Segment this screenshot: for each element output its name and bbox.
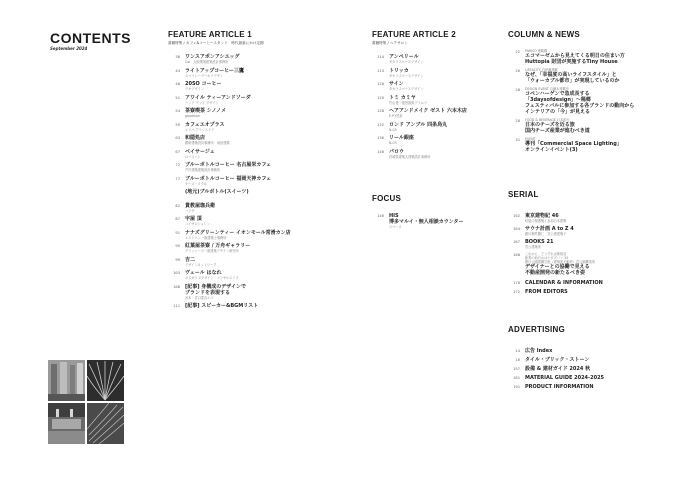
entry-kicker: FOOD & BEVERAGE 日本旅行 [525,118,570,122]
entry-text [525,366,590,372]
page-number: 48 [175,81,180,86]
photo-stone-columns [48,360,85,401]
toc-entry[interactable] [168,257,217,267]
page-number: 170 [513,280,520,285]
entry-title: ブルーボトルコーヒー 福岡天神カフェ [185,175,272,182]
entry-title: インテリアの「今」が見える [525,109,591,115]
entry-credit: goodman [185,114,201,118]
entry-title: 「3daysofdesign」～稀郷 [525,97,591,103]
toc-entry[interactable] [168,81,221,91]
issue-date: September 2024 [50,46,88,51]
page-number: 164 [513,226,520,231]
entry-title: トリッカ [389,67,409,74]
toc-entry[interactable] [508,87,634,115]
entry-text [185,176,271,186]
toc-entry[interactable] [372,95,427,105]
page-number: 16 [515,357,520,362]
page-number: 157 [513,366,520,371]
toc-entry[interactable] [372,135,414,145]
entry-title: 貴教屋珈兵衛 [185,202,216,209]
entry-title: 広告 Index [525,348,553,354]
entry-text [185,284,246,300]
page-number: 114 [377,54,384,59]
entry-title: [記事] 身構成のデザインで [185,283,246,290]
entry-title: 紅葉屋茶寮 / 万舟ギャラリー [185,243,251,249]
entry-credit: ケーズ・リクル [185,181,207,186]
entry-credit: ボスガラフデザイン・コンサルスイフ [185,276,239,280]
entry-kicker: 新奏の仙行おはナガズバン 20 [525,256,569,260]
feature2-subheading: 書籍特集 / ヘアサロン [372,41,408,45]
entry-title: パロウ [389,148,405,155]
entry-text [185,303,258,309]
page-number: 168 [513,252,520,257]
toc-entry[interactable] [168,303,258,309]
entry-credit: 勝研建築設計事務所 雨読建築 [185,141,230,145]
entry-title: 博多マルイ・無人相談カウンター [389,219,464,225]
entry-credit: 宮公建築家 [525,245,541,249]
page-number: 44 [175,67,180,73]
entry-text [185,203,215,213]
entry-title: ロンド アンブル 四条烏丸 [389,121,448,128]
toc-entry[interactable] [168,54,240,64]
toc-entry[interactable] [372,54,424,64]
toc-entry[interactable] [508,68,620,84]
entry-title: カフェエオプラス [185,121,225,128]
entry-title: トミ カミヤ [389,94,416,101]
entry-text [525,289,568,295]
page-number: 28 [515,118,520,123]
entry-text [525,49,625,65]
photo-fan-grass [87,360,124,401]
entry-title: 20SO コーヒー [185,81,222,87]
entry-text [389,122,447,132]
page-number: 162 [513,213,520,218]
entry-title: HIS [389,213,399,219]
column-heading: COLUMN & NEWS [508,30,580,39]
entry-text [185,108,226,118]
toc-entry[interactable] [372,108,467,118]
entry-credit: コイサジショシン [185,222,211,226]
feature1-section [168,30,338,316]
toc-entry[interactable] [168,270,239,280]
entry-text [525,252,595,276]
entry-text [185,216,210,226]
feature1-heading: FEATURE ARTICLE 1 [168,30,252,39]
page-number: 28 [515,87,520,92]
photo-grid [48,360,123,444]
entry-text [185,68,244,78]
page-number: 38 [175,54,180,59]
entry-title: ベイサージュ [185,148,215,155]
entry-title: ヴェール はなれ [185,270,222,276]
page-number: 87 [175,216,180,221]
toc-entry[interactable] [168,95,251,105]
entry-credit: デザインネットワーク [185,262,217,267]
entry-text [185,162,271,172]
toc-entry[interactable] [508,384,594,390]
entry-text [389,54,424,64]
entry-title: 宇屋 頂 [185,216,202,222]
entry-title: BOOKS 21 [525,239,554,245]
page-number: 128 [377,108,384,113]
entry-kicker: LIFEACITY 自伊藤連載 [525,68,558,72]
toc-entry[interactable] [508,280,603,286]
entry-text [185,122,224,132]
page-number: 59 [175,121,180,127]
entry-text [525,226,574,236]
entry-text [185,243,250,253]
entry-text [525,87,634,115]
toc-entry[interactable] [508,226,574,236]
entry-title: ワンスアポンアシエッグ [185,54,240,60]
entry-credit: スペース [389,225,402,229]
page-number: 115 [377,67,384,73]
entry-credit: E.P.Y設計 [389,114,403,118]
entry-credit: Cal 大阪環境建築設計事務所 [185,60,229,64]
entry-title: 吉二 [185,256,196,263]
page-number: 77 [175,175,180,181]
entry-title: FROM EDITORS [525,289,568,295]
entry-title: オンラインイベント(3) [525,147,578,153]
toc-entry[interactable] [508,252,595,276]
entry-title: コペンハーゲンで急成長する [525,91,590,97]
page-number: 108 [173,283,180,289]
entry-text [525,375,604,381]
advertising-heading: ADVERTISING [508,325,565,334]
toc-entry[interactable] [168,68,244,78]
entry-text [389,135,414,145]
entry-title: MATERIAL GUIDE 2024-2025 [525,375,605,381]
entry-credit: エリペ アリシスイテ [185,127,215,132]
entry-title: フェスティバルに参加する各ブランドの動向から [525,103,635,109]
toc-entry[interactable] [168,122,224,132]
toc-entry[interactable] [508,348,552,354]
entry-credit: タカラスペースデザイン [389,60,424,64]
toc-entry[interactable] [372,81,424,91]
entry-title: ヘアアンドメイク ゼスト 六本木店 [389,108,467,114]
entry-text [525,357,589,363]
entry-title: 日本のチーズを近る旅 [525,122,575,128]
entry-kicker: 銀行公園建構空旅（建築家不動産）宮公園構造所 [525,260,596,264]
entry-title: 不動産開発の新たるべき姿 [525,270,586,276]
page-number: 125 [377,94,384,100]
page-number: 82 [175,202,180,208]
toc-entry[interactable] [508,366,590,372]
focus-section [372,194,502,232]
page-number: 140 [377,148,384,154]
entry-credit: ハッド デッド デザイン [185,100,219,105]
toc-entry[interactable] [168,108,226,118]
entry-title: CALENDAR & INFORMATION [525,280,603,286]
page-number: 72 [175,162,180,167]
page-number: 172 [513,289,520,294]
page-number: 99 [175,256,180,262]
entry-text [185,189,249,195]
entry-title: アンペリール [389,54,419,60]
toc-entry[interactable] [168,284,246,300]
entry-title: デザイナーとの協働で見える [525,264,590,270]
toc-entry[interactable] [508,375,604,381]
toc-entry[interactable] [168,216,210,226]
entry-title: ライトアップコーヒー三鷹 [185,67,244,74]
photo-rattan-chair [87,403,124,444]
page-title: CONTENTS [50,30,131,46]
toc-entry[interactable] [508,137,622,153]
focus-heading: FOCUS [372,194,401,203]
entry-title: [記事] スピーカー&BGMリスト [185,302,259,309]
feature2-section [372,30,502,162]
entry-title: (地元)ブルボトル(スイーツ) [185,189,249,195]
entry-credit: スペイシーデーホテデザン [185,73,224,78]
toc-entry[interactable] [508,118,590,134]
entry-text [525,137,622,153]
entry-text [389,68,424,78]
entry-title: ナナズグリーンティー イオンモール常滑カン店 [185,229,291,236]
toc-entry[interactable] [508,239,554,249]
page-number: 91 [175,229,180,235]
entry-text [525,213,566,223]
page-number: 191 [513,384,520,389]
entry-credit: 町屋口保護築 / 参加日本建築 [525,219,567,223]
toc-entry[interactable] [168,149,215,159]
entry-text [185,270,239,280]
serial-heading: SERIAL [508,190,539,199]
entry-title: ブルーボトルコーヒー 名古屋栄カフェ [185,162,272,168]
page-number: 22 [515,49,520,54]
serial-section [508,190,658,298]
entry-title: エコマーゼムから見えてくる明日の住まい方 [525,53,625,59]
page-number: 95 [175,243,180,248]
page-number: 14 [515,348,520,353]
entry-title: アワイル ティーアンドソーダ [185,94,251,101]
feature1-subheading: 書籍特集 / カフェ&コーヒースタンド 時代最新にかけ定期 [168,41,264,45]
entry-text [389,95,427,105]
entry-text [185,81,221,91]
page-number: 146 [377,213,384,218]
toc-entry[interactable] [168,135,230,145]
entry-text [389,213,464,229]
page-number: 51 [175,94,180,100]
entry-title: なぜ、「幸福度の高いライフスタイル」と [525,72,617,78]
entry-title: 設備 & 建材ガイド 2024 秋 [525,366,591,372]
column-section [508,30,658,156]
entry-text [185,95,251,105]
page-number: 54 [175,108,180,113]
toc-entry[interactable] [372,68,424,78]
page-number: 120 [377,81,384,86]
entry-credit: タカラスペースデザイン [389,87,424,91]
entry-title: サイン [389,81,404,87]
entry-kicker: DESIGN EVENT 自藤本連載中 [525,87,569,91]
entry-title: 東京建物紀 46 [525,213,559,219]
entry-title: Huttopia 財団が実施するTiny House [525,59,618,65]
page-number: 63 [175,135,180,140]
entry-text [525,348,552,354]
toc-entry[interactable] [168,176,271,186]
entry-title: タイル・ブリック・ストーン [525,357,590,363]
entry-credit: テキデザイン [185,87,204,91]
entry-text [185,257,217,267]
entry-kicker: PARISO 連載構 [525,49,548,53]
entry-credit: 宮城県建築人建築設計事務所 [389,154,431,159]
entry-title: リール銀座 [389,135,414,141]
feature2-heading: FEATURE ARTICLE 2 [372,30,456,39]
photo-cafe-interior [48,403,85,444]
page-number: 136 [377,135,384,140]
entry-title: ブランドを表現する [185,289,231,296]
entry-credit: N-03 [389,141,397,145]
entry-credit: N-03 [389,127,397,132]
toc-entry[interactable] [508,289,568,295]
entry-credit: タカラスペースデザイン [389,73,424,78]
entry-text [525,384,594,390]
entry-credit: グラッシーズ一級建築デザイン研究所 [185,249,239,253]
advertising-section [508,325,658,393]
toc-entry[interactable] [372,149,430,159]
entry-text [185,135,230,145]
entry-credit: ロースハト [185,154,201,159]
page-number: 132 [377,121,384,127]
page-number: 111 [173,302,180,308]
toc-entry[interactable] [372,122,447,132]
entry-kicker: EVENT [525,137,536,141]
entry-credit: 岩本・宮口豊吉エコ [185,295,214,300]
toc-entry[interactable] [508,357,589,363]
entry-text [185,54,240,64]
toc-entry[interactable] [372,213,464,229]
entry-credit: ハジサ [185,208,195,213]
page-number: 67 [175,148,180,154]
entry-title: PRODUCT INFORMATION [525,384,594,390]
entry-text [389,149,430,159]
entry-title: 和隠処店 [185,135,206,141]
toc-entry[interactable] [508,49,625,65]
entry-title: サウナ計画 A to Z 4 [525,226,574,232]
entry-text [389,81,424,91]
page-number: 31 [515,137,520,142]
entry-credit: エストベン一級建築士事務所 [185,235,227,240]
toc-entry[interactable] [168,162,271,172]
entry-credit: 竹山建一建設級級デラルワ [389,100,428,105]
entry-credit: 銀川桐竹鶴仁 宮公建建築子 [525,232,567,236]
entry-text [525,118,590,134]
entry-title: 導刊「Commercial Space Lighting」 [525,141,622,147]
toc-entry[interactable] [168,189,249,195]
entry-text [525,68,620,84]
entry-text [525,239,554,249]
toc-entry[interactable] [168,243,250,253]
entry-credit: 芦沢建築建築設計事務所 [185,168,221,172]
page-number: 167 [513,239,520,244]
page-number: 181 [513,375,520,380]
page-number: 103 [173,270,180,275]
toc-entry[interactable] [168,203,215,213]
entry-kicker: これから、どうすれば新宿店 [525,252,567,256]
page-number: 26 [515,68,520,73]
entry-title: 「ウォーカブル都市」が実現しているのか [525,78,620,84]
entry-text [389,108,467,118]
entry-text [185,149,215,159]
toc-entry[interactable] [508,213,566,223]
entry-text [525,280,603,286]
entry-title: 茶寮喫茶 シノノメ [185,108,226,114]
entry-text [185,230,291,240]
toc-entry[interactable] [168,230,291,240]
entry-title: 国内チーズ産業が進むべき道 [525,128,590,134]
